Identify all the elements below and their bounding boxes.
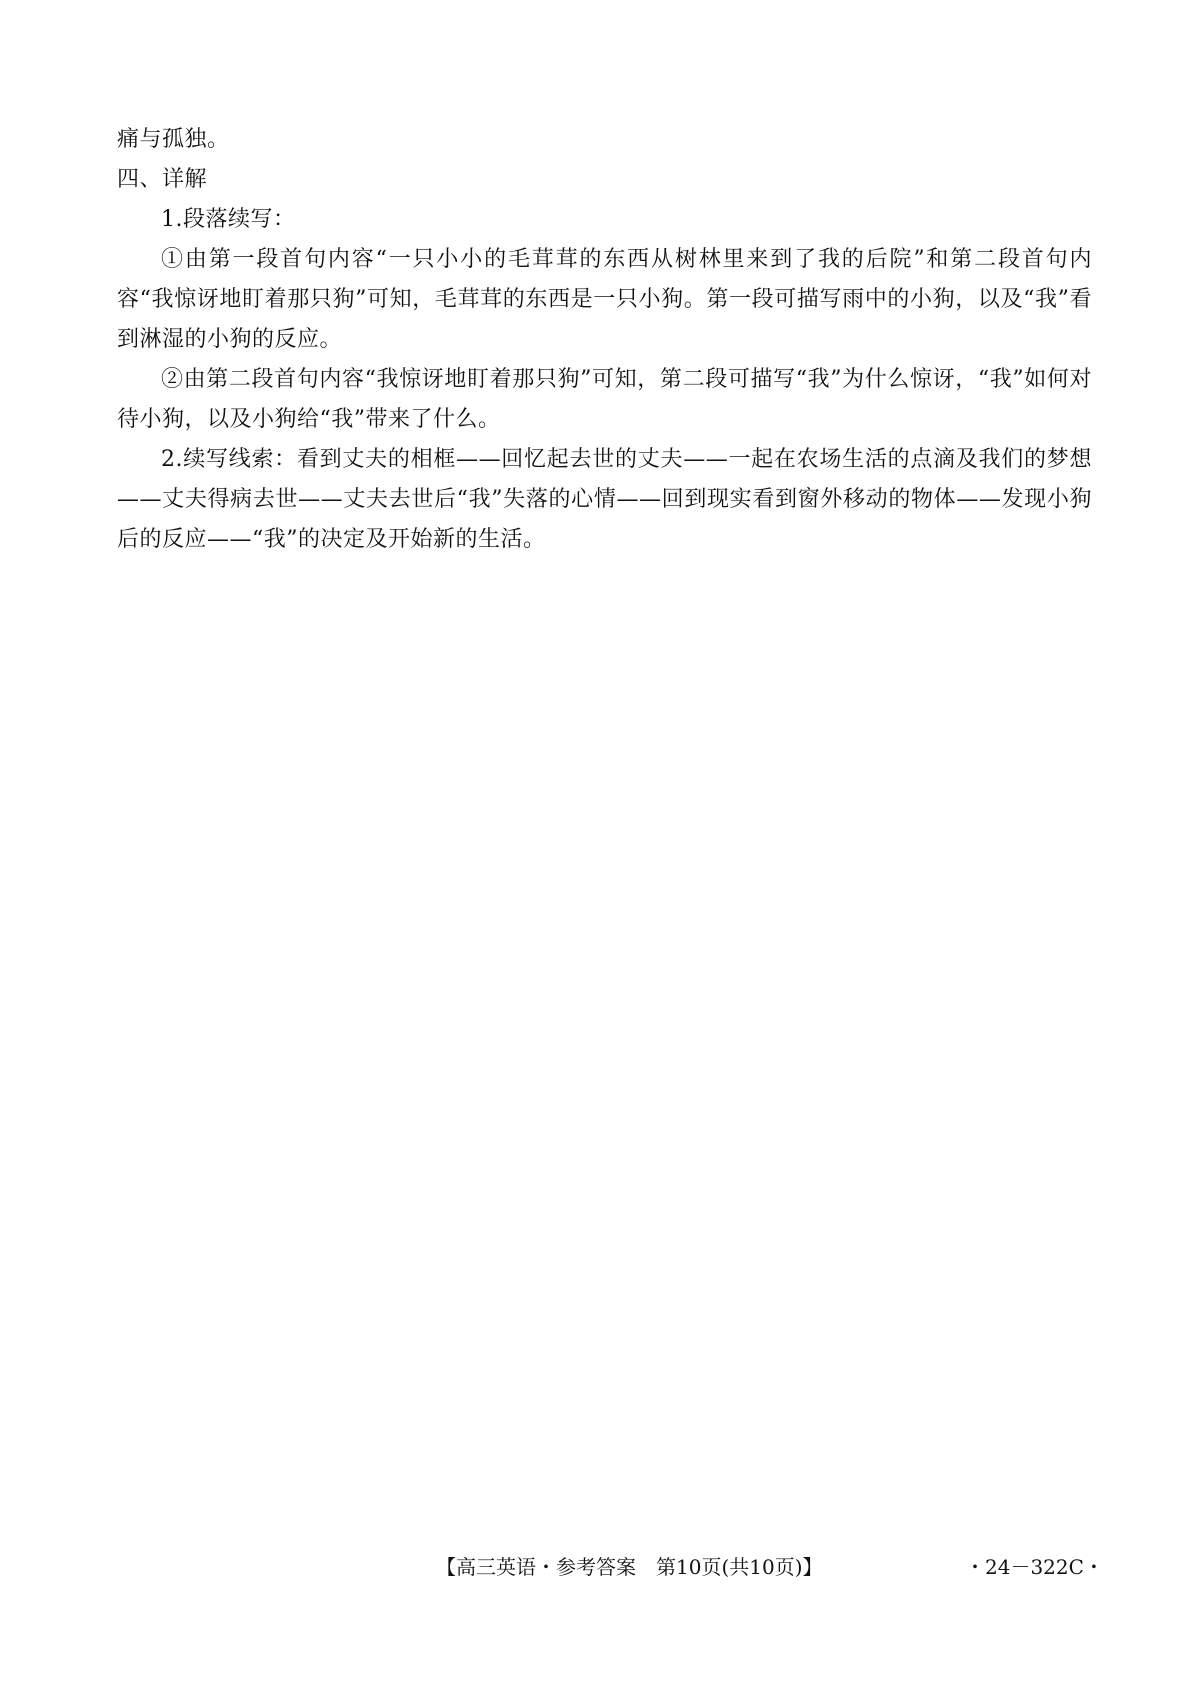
answer-body: [117, 120, 1092, 560]
page-footer: [0, 1552, 1200, 1582]
continued-text: 痛与孤独。: [117, 127, 230, 152]
section-heading: 四、详解: [117, 167, 208, 192]
item1-heading: 1.段落续写：: [161, 207, 296, 232]
footer-code: ・24－322C・: [965, 1555, 1104, 1579]
item2-paragraph: 2.续写线索：看到丈夫的相框——回忆起去世的丈夫——一起在农场生活的点滴及我们的梦想——丈夫得病去世——丈夫去世后“我”失落的心情——回到现实看到窗外移动的物体——发现小狗后的反应——“我”的决定及开始新的生活。: [117, 447, 1092, 552]
item1-paragraph-1: ①由第一段首句内容“一只小小的毛茸茸的东西从树林里来到了我的后院”和第二段首句内容“我惊讶地盯着那只狗”可知，毛茸茸的东西是一只小狗。第一段可描写雨中的小狗，以及“我”看到淋湿的小狗的反应。: [117, 247, 1092, 352]
item1-paragraph-2: ②由第二段首句内容“我惊讶地盯着那只狗”可知，第二段可描写“我”为什么惊讶，“我”如何对待小狗，以及小狗给“我”带来了什么。: [117, 367, 1092, 432]
footer-page-info: 【高三英语・参考答案 第10页(共10页)】: [436, 1555, 823, 1579]
